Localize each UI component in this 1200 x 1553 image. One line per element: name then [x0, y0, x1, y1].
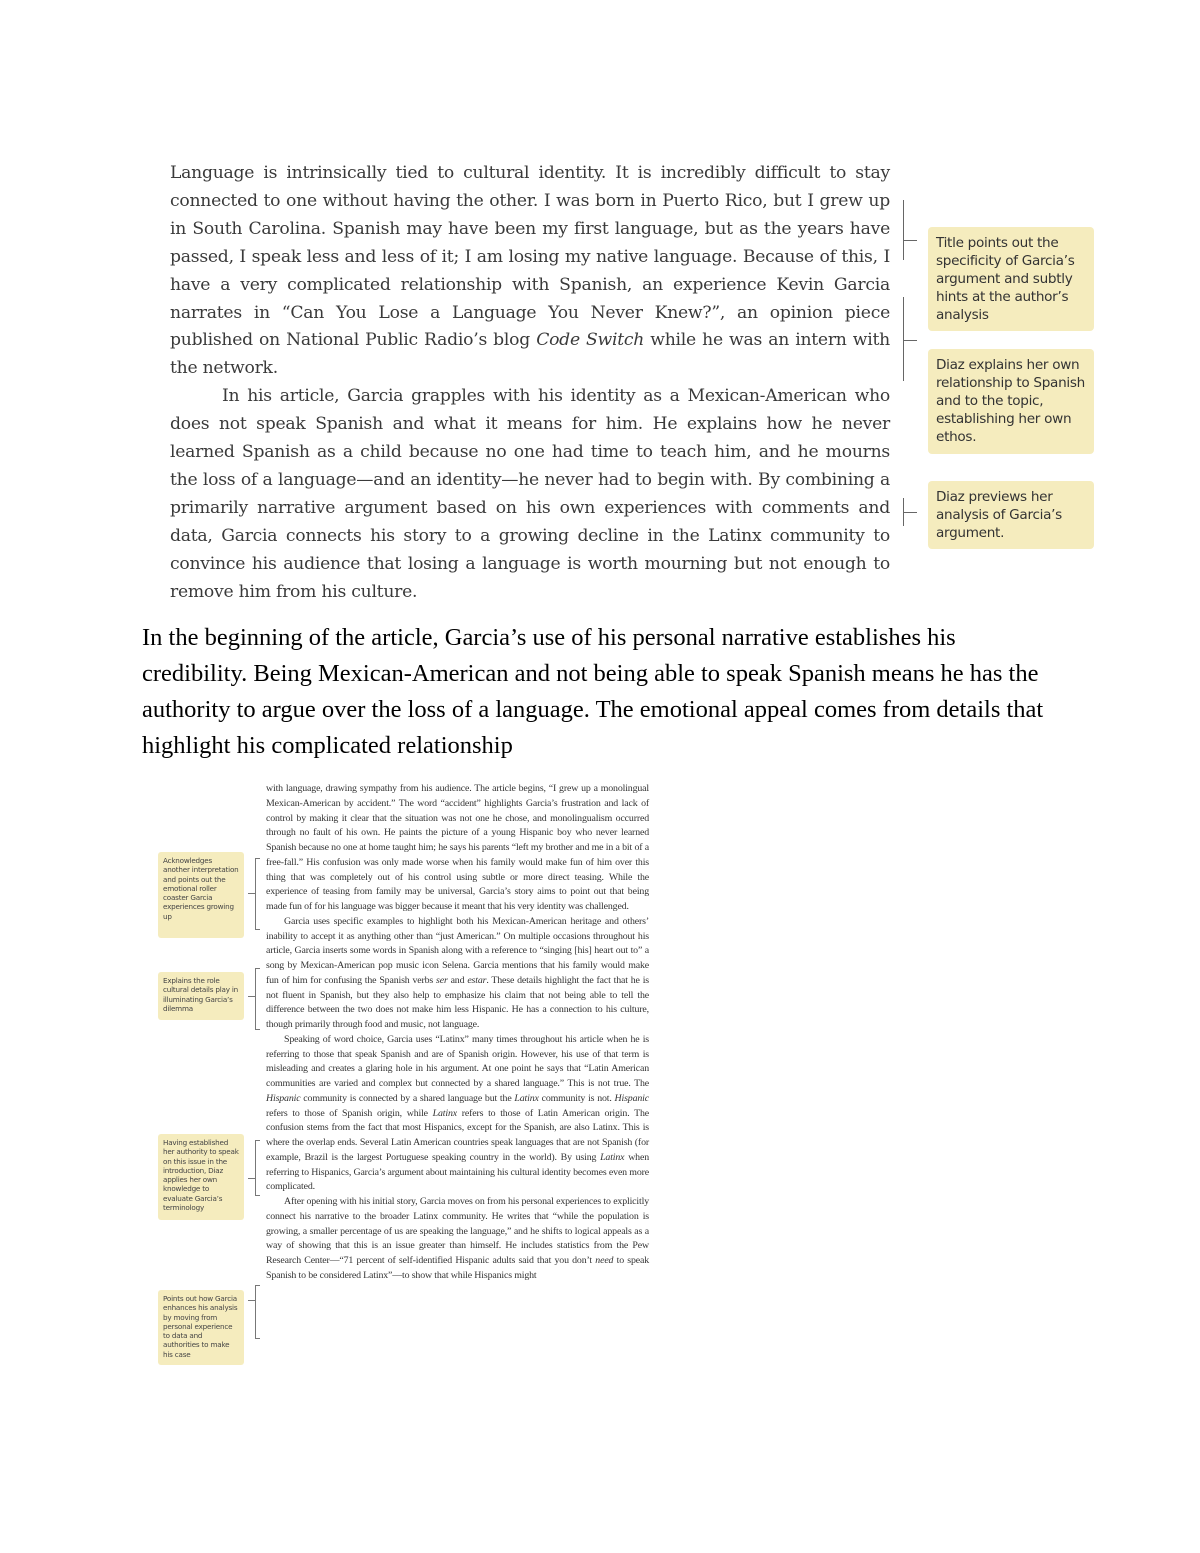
excerpt-paragraph	[266, 1033, 649, 1195]
annotation-bracket	[255, 1285, 260, 1339]
excerpt-text: Hispanic	[614, 1092, 649, 1104]
excerpt-text: . These details highlight the fact that he is not fluent in Spanish, but they also help to emphasize his claim that not being able to tell the difference between the two does not make him less Hispanic. He has a connection to his culture, though primarily through food and music, not language.	[266, 974, 649, 1030]
annotation-bracket	[255, 1140, 260, 1196]
annotation-bracket	[903, 297, 904, 381]
excerpt-text: Latinx	[600, 1151, 625, 1163]
excerpt-text: estar	[467, 974, 487, 986]
annotation-bracket-tick	[248, 1300, 256, 1301]
excerpt-text: Language is intrinsically tied to cultural identity. It is incredibly difficult to stay connected to one without having the other. I was born in Puerto Rico, but I grew up in South Carolina. Spanish may have been my first language, but as the years have passed, I speak less and less of it; I am losing my native language. Because of this, I have a very complicated relationship with Spanish, an experience Kevin Garcia narrates in “Can You Lose a Language You Never Knew?”, an opinion piece published on National Public Radio’s blog	[170, 163, 890, 351]
excerpt-text: community is connected by a shared language but the	[300, 1092, 515, 1104]
margin-note: Acknowledges another interpretation and points out the emotional roller coaster Garcia experiences growing up	[158, 852, 244, 938]
annotation-bracket-tick	[248, 1178, 256, 1179]
excerpt-paragraph	[170, 160, 890, 383]
scanned-excerpt-bottom	[266, 782, 649, 1284]
excerpt-paragraph	[266, 1195, 649, 1284]
margin-note: Diaz previews her analysis of Garcia’s argument.	[928, 481, 1094, 549]
excerpt-paragraph	[266, 915, 649, 1033]
excerpt-text: Speaking of word choice, Garcia uses “Latinx” many times throughout his article when he is referring to those that speak Spanish and are of Spanish origin. However, his use of that term is misleading and creates a glaring hole in his argument. At one point he says that “Latin American communities are varied and complex but connected by a shared language.” This is not true. The	[266, 1033, 649, 1089]
excerpt-text: Hispanic	[266, 1092, 301, 1104]
excerpt-text: Latinx	[514, 1092, 539, 1104]
blog-title: Code Switch	[536, 330, 645, 351]
scanned-excerpt-top	[170, 160, 890, 607]
body-paragraph: In the beginning of the article, Garcia’s use of his personal narrative establishes his credibility. Being Mexican-American and not being able to speak Spanish means he has the authority to argue over the loss of a language. The emotional appeal comes from details that highlight his complicated relationship	[142, 624, 1044, 759]
excerpt-text: refers to those of Latin American origin. The confusion stems from the fact that most Hispanics, except for the Spanish, are also Latinx. This is where the overlap ends. Several Latin American countries speak languages that are not Spanish (for example, Brazil is the largest Portuguese speaking country in the world). By using	[266, 1107, 649, 1163]
excerpt-paragraph: with language, drawing sympathy from his audience. The article begins, “I grew up a monolingual Mexican-American by accident.” The word “accident” highlights Garcia’s frustration and lack of control by making it clear that the situation was not one he chose, and monolingualism occurred through no fault of his own. He paints the picture of a young Hispanic boy who never learned Spanish because no one at home taught him; he says his parents “left my brother and me in a bit of a free-fall.” His confusion was only made worse when his family would make fun of him over this thing that was completely out of his control using subtle or more direct teasing. While the experience of teasing from family may be universal, Garcia’s story aims to point out that being made fun of for his language was bigger because it meant that his very identity was challenged.	[266, 783, 649, 912]
annotation-bracket	[903, 200, 904, 260]
excerpt-paragraph: In his article, Garcia grapples with his identity as a Mexican-American who does not speak Spanish and what it means for him. He explains how he never learned Spanish as a child because no one had time to teach him, and he mourns the loss of a language—and an identity—he never had to begin with. By combining a primarily narrative argument based on his own experiences with comments and data, Garcia connects his story to a growing decline in the Latinx community to convince his audience that losing a language is worth mourning but not enough to remove him from his culture.	[170, 386, 890, 602]
excerpt-text: community is not.	[538, 1092, 615, 1104]
excerpt-text: Latinx	[432, 1107, 457, 1119]
excerpt-text: while he was an intern with the network.	[170, 330, 890, 379]
annotation-bracket-tick	[903, 512, 917, 513]
annotation-bracket-tick	[903, 340, 917, 341]
excerpt-text: to speak Spanish to be considered Latinx”—to show that while Hispanics might	[266, 1255, 649, 1281]
annotation-bracket-tick	[248, 893, 256, 894]
excerpt-text: and	[447, 974, 468, 986]
annotation-bracket-tick	[903, 240, 917, 241]
excerpt-text: ser	[436, 974, 448, 986]
margin-note: Title points out the specificity of Garcia’s argument and subtly hints at the author’s analysis	[928, 227, 1094, 331]
margin-note: Diaz explains her own relationship to Spanish and to the topic, establishing her own ethos.	[928, 349, 1094, 454]
excerpt-text: Garcia uses specific examples to highlight both his Mexican-American heritage and others’ inability to accept it as anything other than “just American.” On multiple occasions throughout his article, Garcia inserts some words in Spanish along with a reference to “singing [his] heart out to” a song by Mexican-American pop music icon Selena. Garcia mentions that his family would make fun of him for confusing the Spanish verbs	[266, 915, 649, 986]
annotation-bracket	[255, 968, 260, 1030]
excerpt-text: need	[595, 1255, 614, 1266]
excerpt-text: After opening with his initial story, Garcia moves on from his personal experiences to explicitly connect his narrative to the broader Latinx community. He writes that “while the population is growing, a smaller percentage of us are speaking the language,” and he shifts to logical appeals as a way of showing that this is an issue greater than himself. He includes statistics from the Pew Research Center—“71 percent of self-identified Hispanic adults said that you don’t	[266, 1196, 649, 1266]
margin-note: Points out how Garcia enhances his analysis by moving from personal experience to data and authorities to make his case	[158, 1290, 244, 1365]
excerpt-text: when referring to Hispanics, Garcia’s argument about maintaining his cultural identity becomes even more complicated.	[266, 1151, 649, 1193]
margin-note: Having established her authority to speak on this issue in the introduction, Diaz applies her own knowledge to evaluate Garcia’s terminology	[158, 1134, 244, 1220]
excerpt-text: refers to those of Spanish origin, while	[266, 1107, 433, 1119]
annotation-bracket	[255, 858, 260, 930]
annotation-bracket-tick	[248, 996, 256, 997]
margin-note: Explains the role cultural details play in illuminating Garcia’s dilemma	[158, 972, 244, 1020]
